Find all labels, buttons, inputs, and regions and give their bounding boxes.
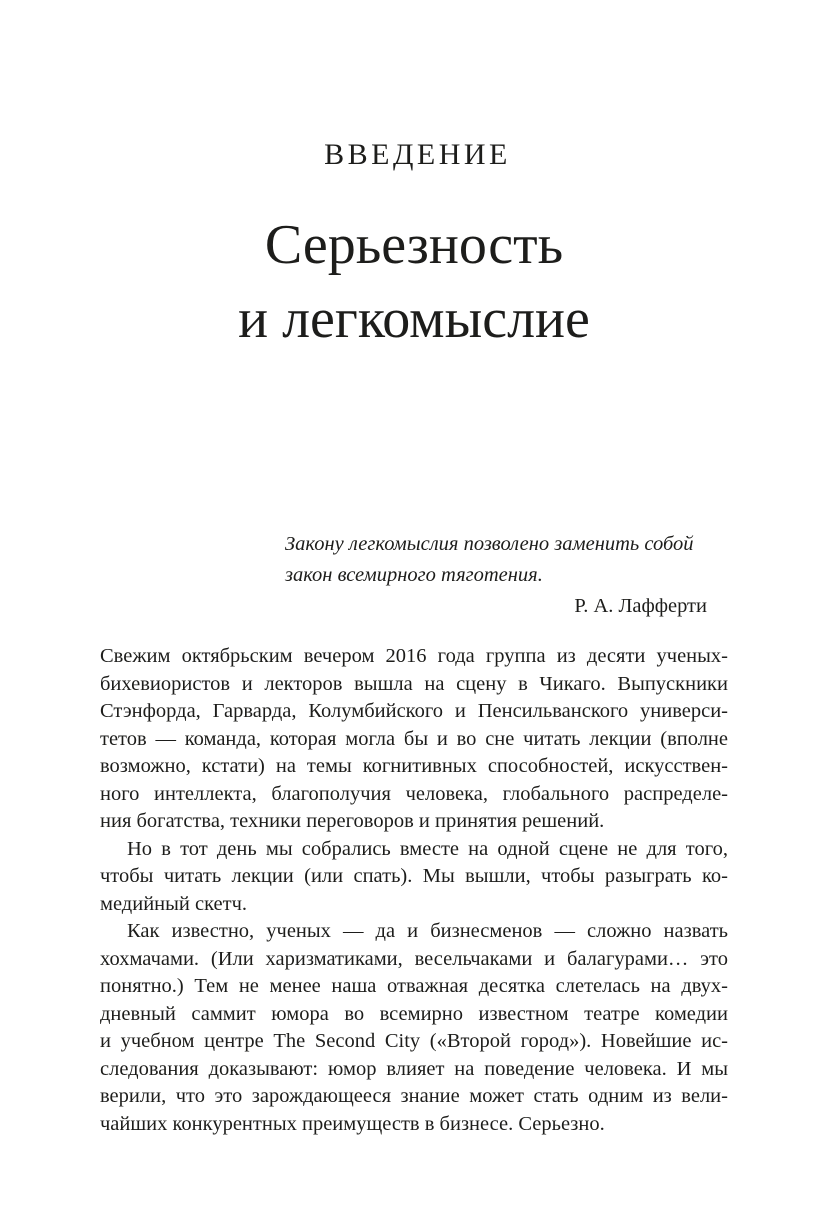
text-line: Стэнфорда, Гарварда, Колумбийского и Пенсильванского универси- (100, 700, 728, 722)
epigraph (285, 529, 707, 622)
text-line: чтобы читать лекции (или спать). Мы вышли, чтобы разыграть ко- (100, 865, 728, 887)
text-line: Но в тот день мы собрались вместе на одной сцене не для того, (127, 837, 728, 860)
chapter-title-line: Серьезность (264, 214, 564, 276)
chapter-title (100, 208, 728, 356)
text-line: понятно.) Тем не менее наша отважная десятка слетелась на двух- (100, 975, 728, 997)
body-text (100, 643, 728, 1138)
text-line: ного интеллекта, благополучия человека, глобального распределе- (100, 782, 728, 805)
text-line: возможно, кстати) на темы когнитивных способностей, искусствен- (100, 755, 728, 777)
epigraph-line: закон всемирного тяготения. (285, 564, 543, 586)
text-line: медийный скетч. (100, 892, 248, 915)
paragraph (100, 918, 728, 1138)
text-line: Как известно, ученых — да и бизнесменов — сложно назвать (127, 920, 728, 942)
paragraph (100, 643, 728, 836)
text-line: и учебном центре The Second City («Второй город»). Новейшие ис- (100, 1030, 728, 1052)
text-line: чайших конкурентных преимуществ в бизнесе. Серьезно. (100, 1112, 605, 1135)
chapter-kicker: ВВЕДЕНИЕ (324, 138, 511, 171)
text-line: верили, что это зарождающееся знание может стать одним из вели- (100, 1085, 728, 1107)
text-line: Свежим октябрьским вечером 2016 года группа из десяти ученых- (100, 645, 728, 667)
text-line: бихевиористов и лекторов вышла на сцену в Чикаго. Выпускники (100, 672, 728, 695)
text-line: следования доказывают: юмор влияет на поведение человека. И мы (100, 1057, 728, 1080)
text-line: хохмачами. (Или харизматиками, весельчаками и балагурами… это (100, 947, 728, 970)
epigraph-text (285, 529, 707, 591)
text-line: тетов — команда, которая могла бы и во сне читать лекции (вполне (100, 727, 728, 750)
epigraph-attribution: Р. А. Лафферти (574, 595, 707, 617)
paragraph (100, 836, 728, 919)
text-line: ния богатства, техники переговоров и принятия решений. (100, 810, 605, 832)
chapter-title-line: и легкомыслие (238, 288, 590, 350)
text-line: дневный саммит юмора во всемирно известном театре комедии (100, 1002, 728, 1025)
epigraph-line: Закону легкомыслия позволено заменить собой (285, 533, 694, 555)
